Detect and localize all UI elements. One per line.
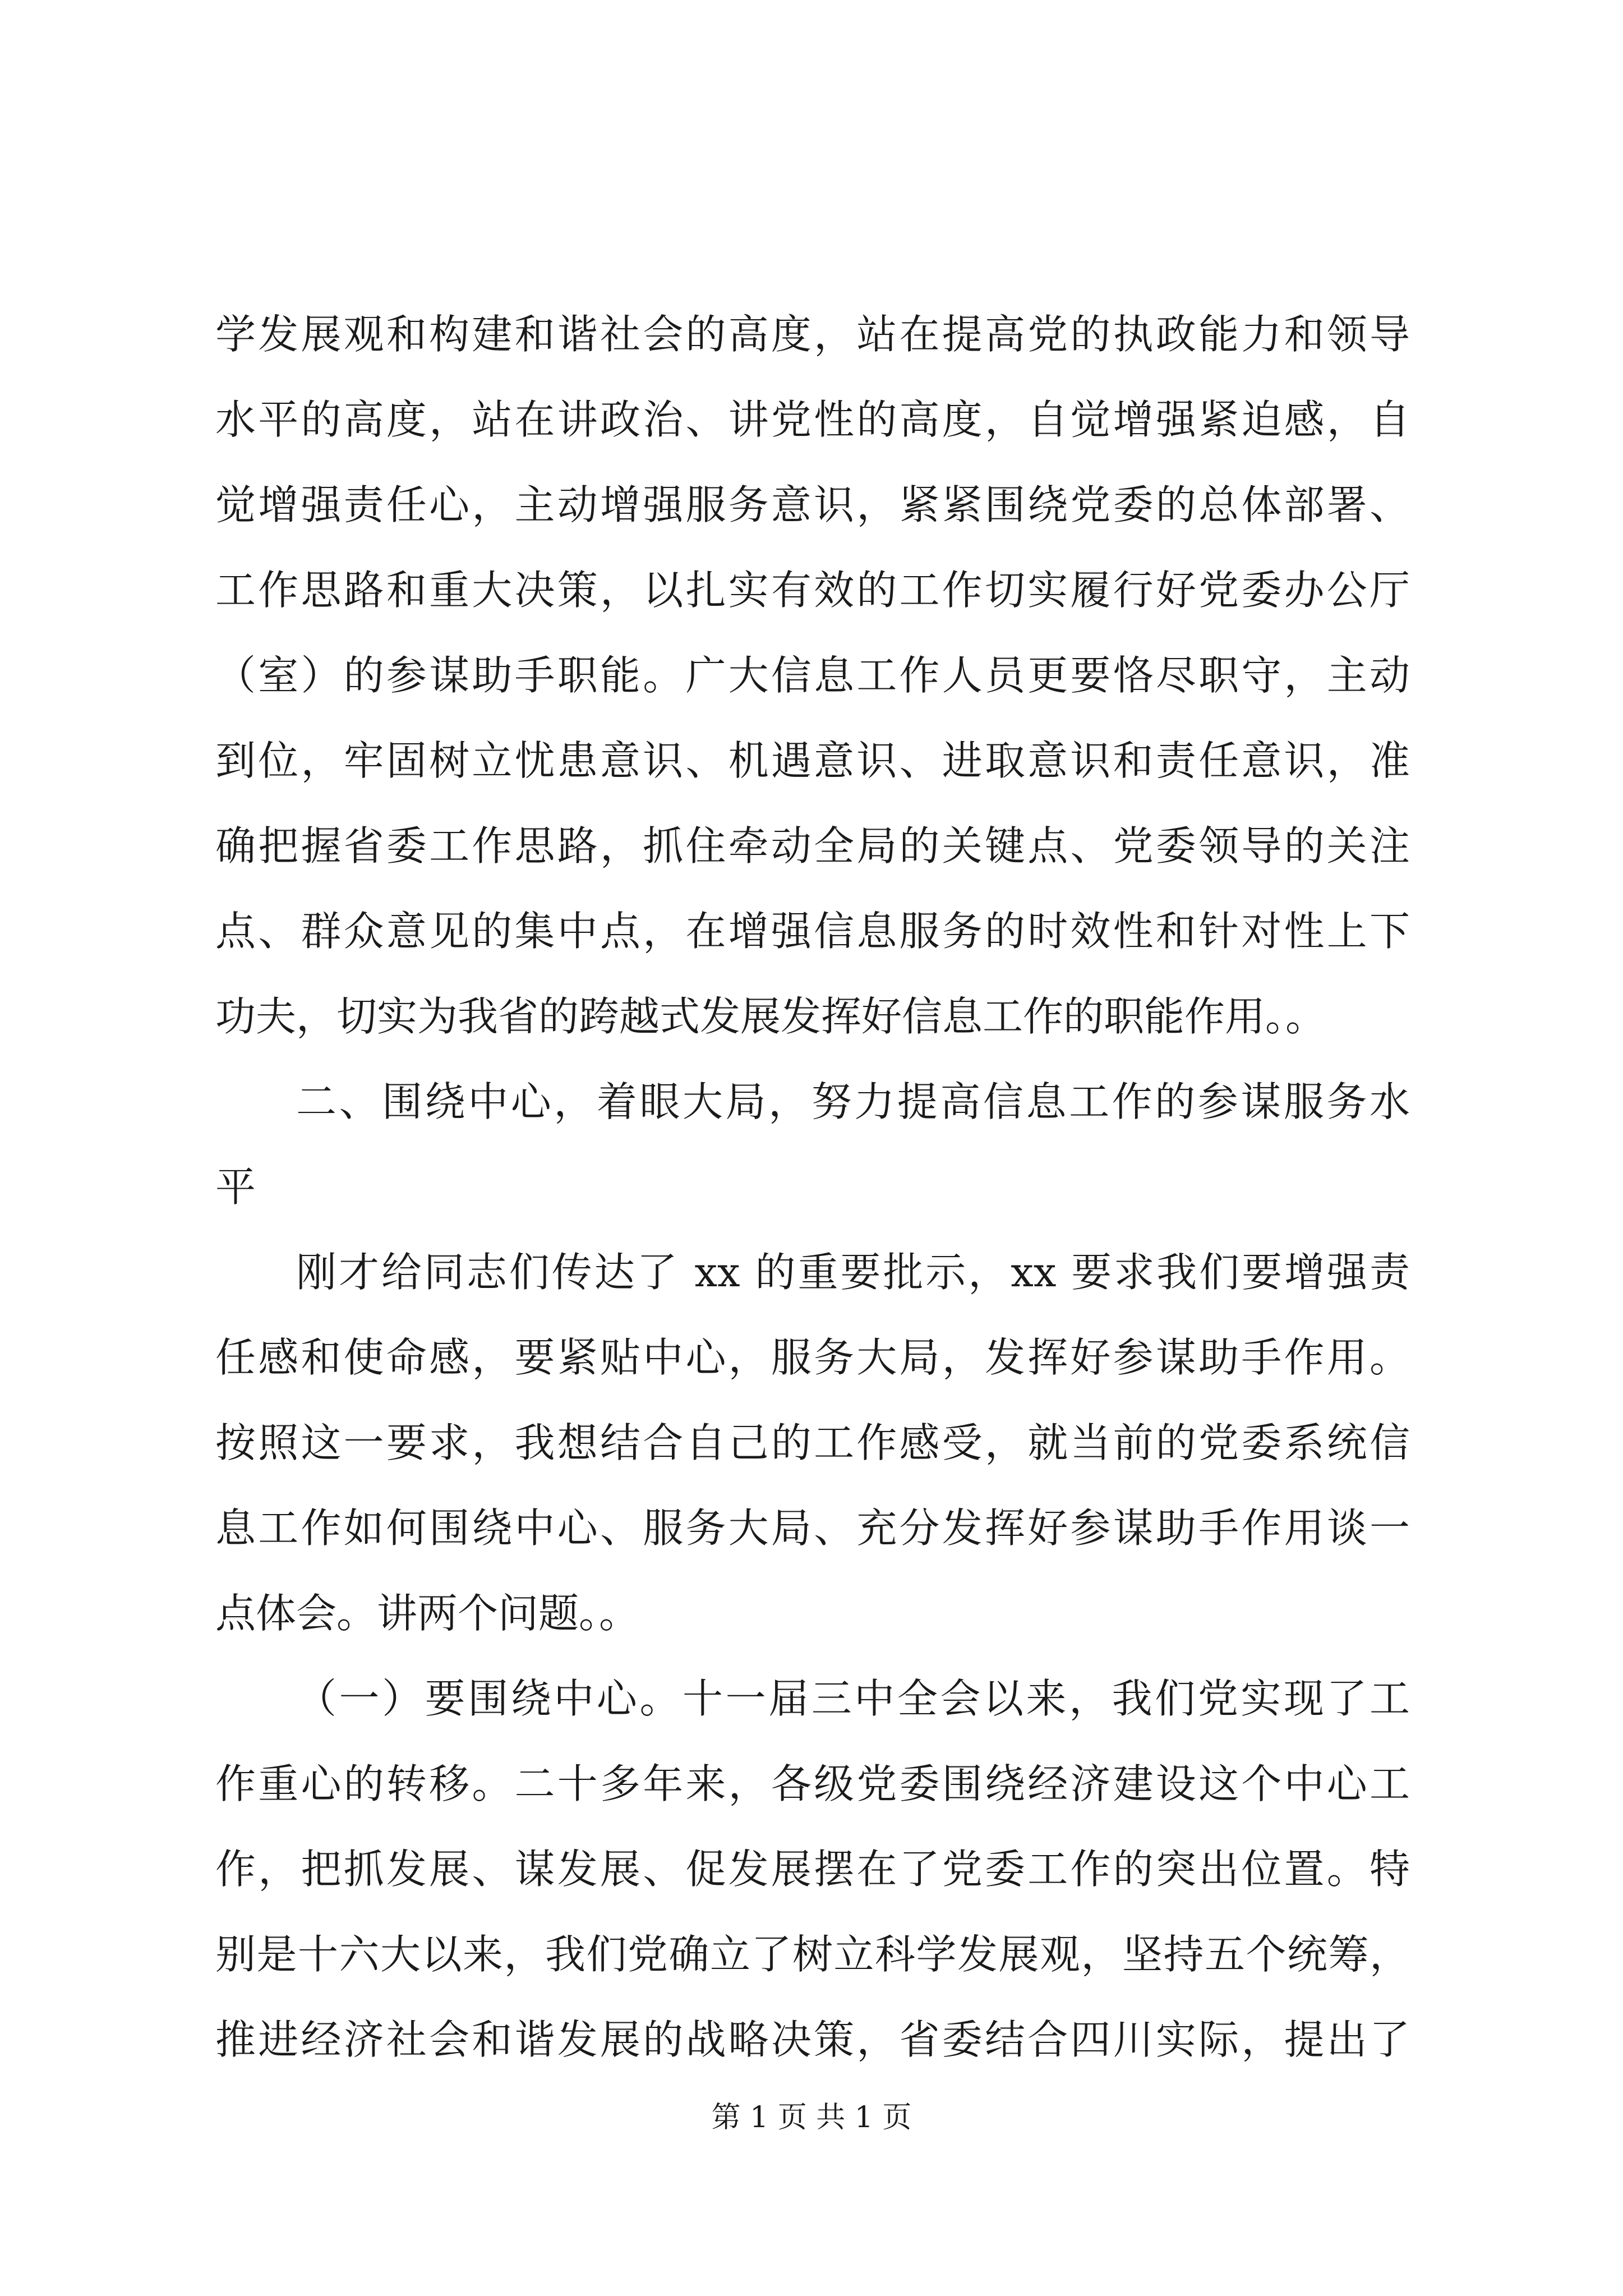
text-line: 学发展观和构建和谐社会的高度，站在提高党的执政能力和领导 — [215, 311, 1410, 358]
subsection-line: （一）要围绕中心。十一届三中全会以来，我们党实现了工 — [296, 1675, 1410, 1722]
text-line: 觉增强责任心，主动增强服务意识，紧紧围绕党委的总体部署、 — [215, 481, 1410, 528]
text-line: 任感和使命感，要紧贴中心，服务大局，发挥好参谋助手作用。 — [215, 1334, 1410, 1381]
text-line: 息工作如何围绕中心、服务大局、充分发挥好参谋助手作用谈一 — [215, 1504, 1410, 1552]
text-line: 按照这一要求，我想结合自己的工作感受，就当前的党委系统信 — [215, 1419, 1410, 1466]
text-line: 作，把抓发展、谋发展、促发展摆在了党委工作的突出位置。特 — [215, 1846, 1410, 1893]
section-heading: 二、围绕中心，着眼大局，努力提高信息工作的参谋服务水 — [296, 1078, 1410, 1125]
text-line: 点体会。讲两个问题。。 — [215, 1590, 640, 1637]
text-line: 工作思路和重大决策，以扎实有效的工作切实履行好党委办公厅 — [215, 567, 1410, 614]
text-line: 确把握省委工作思路，抓住牵动全局的关键点、党委领导的关注 — [215, 822, 1410, 869]
text-line: 功夫，切实为我省的跨越式发展发挥好信息工作的职能作用。。 — [215, 993, 1326, 1040]
text-line: 刚才给同志们传达了 xx 的重要批示，xx 要求我们要增强责 — [296, 1249, 1410, 1296]
section-heading-continued: 平 — [215, 1163, 256, 1211]
text-line: 别是十六大以来，我们党确立了树立科学发展观，坚持五个统筹， — [215, 1931, 1410, 1978]
text-line: 推进经济社会和谐发展的战略决策，省委结合四川实际，提出了 — [215, 2016, 1410, 2063]
text-line: （室）的参谋助手职能。广大信息工作人员更要恪尽职守，主动 — [215, 652, 1410, 699]
text-line: 点、群众意见的集中点，在增强信息服务的时效性和针对性上下 — [215, 908, 1410, 955]
text-line: 水平的高度，站在讲政治、讲党性的高度，自觉增强紧迫感，自 — [215, 396, 1410, 443]
text-line: 作重心的转移。二十多年来，各级党委围绕经济建设这个中心工 — [215, 1760, 1410, 1807]
text-line: 到位，牢固树立忧患意识、机遇意识、进取意识和责任意识，准 — [215, 737, 1410, 784]
page-number-footer: 第 1 页 共 1 页 — [711, 2101, 912, 2134]
document-body — [215, 292, 1410, 2082]
